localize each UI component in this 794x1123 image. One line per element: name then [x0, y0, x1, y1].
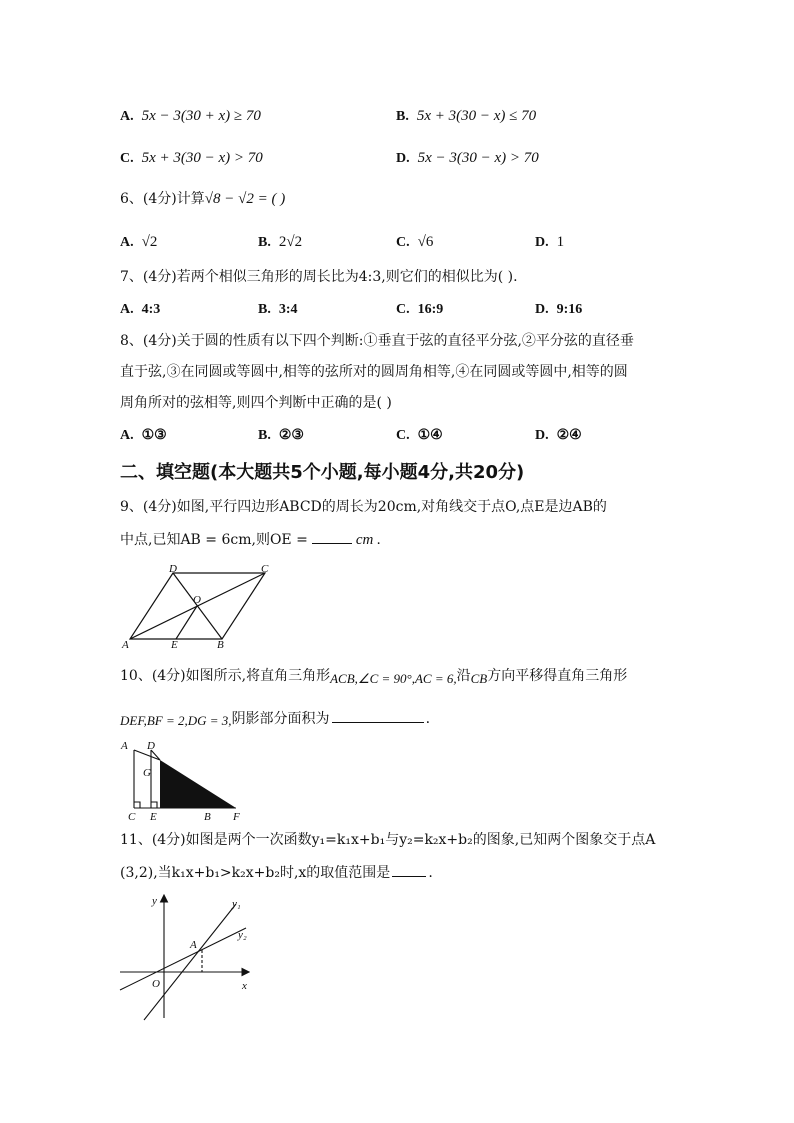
option-value: ②③: [278, 428, 304, 443]
answer-blank[interactable]: [392, 862, 426, 877]
label-a: A: [190, 939, 197, 951]
q6-expression: √8 − √2 = ( ): [204, 191, 286, 207]
line-y1: [144, 904, 236, 1020]
q9-unit: cm .: [355, 532, 381, 548]
q7-option-b: [258, 299, 306, 320]
q6-option-a: [120, 232, 157, 253]
q7-option-d: [535, 299, 590, 320]
option-value: ②④: [556, 428, 582, 443]
q8-option-a: [120, 425, 175, 446]
q6-option-d: [535, 232, 564, 253]
label-f: F: [233, 811, 240, 823]
right-angle-c: [134, 802, 140, 808]
option-label: A.: [120, 235, 134, 250]
label-d: D: [147, 740, 155, 752]
q8-option-c: [396, 425, 451, 446]
q5-option-b: [396, 106, 536, 127]
label-a: A: [121, 740, 128, 752]
label-g: G: [143, 767, 151, 779]
q7-stem: 7、(4分)若两个相似三角形的周长比为4:3,则它们的相似比为( ).: [120, 269, 518, 285]
q11-line-2: [120, 862, 433, 883]
option-label: B.: [258, 235, 271, 250]
q9-parallelogram-figure: [120, 562, 280, 650]
label-a: A: [122, 639, 129, 650]
q6-prefix: 6、(4分)计算: [120, 191, 205, 207]
option-value: ①④: [417, 428, 443, 443]
answer-blank[interactable]: [332, 708, 424, 723]
q6-option-c: [396, 232, 433, 253]
label-y2: y₂: [238, 929, 247, 941]
q10-triangle-figure: [118, 738, 248, 824]
label-d: D: [169, 563, 177, 575]
q9-line-2-text: 中点,已知AB = 6cm,则OE =: [120, 532, 308, 548]
q6-option-b: [258, 232, 302, 253]
q11-period: .: [428, 865, 433, 881]
option-value: ①③: [141, 428, 167, 443]
right-angle-e: [151, 802, 157, 808]
q8-line-3: 周角所对的弦相等,则四个判断中正确的是( ): [120, 395, 392, 411]
label-x: x: [242, 980, 247, 992]
option-expression: 5x − 3(30 − x) > 70: [417, 150, 539, 166]
label-b: B: [217, 639, 224, 650]
option-value: √2: [141, 234, 158, 250]
q10-given: DEF,BF = 2,DG = 3,: [120, 713, 232, 728]
label-e: E: [171, 639, 178, 650]
q10-direction: CB: [470, 671, 488, 686]
option-label: D.: [535, 302, 549, 317]
q6-stem: [120, 189, 285, 209]
option-label: B.: [396, 109, 409, 124]
answer-blank[interactable]: [312, 529, 352, 544]
option-value: 1: [556, 234, 565, 250]
option-value: 9:16: [556, 302, 583, 317]
q7-option-c: [396, 299, 451, 320]
q10-question: 阴影部分面积为: [231, 711, 330, 727]
label-y: y: [152, 895, 157, 907]
option-expression: 5x + 3(30 − x) ≤ 70: [416, 108, 537, 124]
option-label: B.: [258, 302, 271, 317]
q8-option-d: [535, 425, 590, 446]
option-value: 4:3: [141, 302, 161, 317]
option-label: A.: [120, 109, 134, 124]
option-label: A.: [120, 302, 134, 317]
shaded-region: [160, 760, 236, 808]
option-value: √6: [417, 234, 434, 250]
label-o: O: [193, 594, 201, 606]
q8-line-2: 直于弦,③在同圆或等圆中,相等的弦所对的圆周角相等,④在同圆或等圆中,相等的圆: [120, 364, 628, 380]
q10-period: .: [425, 711, 431, 727]
q9-line-2: [120, 529, 381, 550]
q11-question: (3,2),当k₁x+b₁>k₂x+b₂时,x的取值范围是: [120, 865, 391, 881]
q11-graph-figure: [116, 890, 266, 1025]
line-y2: [120, 928, 246, 990]
label-e: E: [150, 811, 157, 823]
q5-option-a: [120, 106, 261, 127]
label-y1: y₁: [232, 898, 241, 910]
option-label: D.: [535, 235, 549, 250]
q11-line-1: 11、(4分)如图是两个一次函数y₁=k₁x+b₁与y₂=k₂x+b₂的图象,已知两个图象交于点A: [120, 832, 656, 848]
label-c: C: [128, 811, 136, 823]
label-o: O: [152, 978, 160, 990]
q8-option-b: [258, 425, 312, 446]
option-label: C.: [120, 151, 134, 166]
label-c: C: [261, 563, 269, 575]
option-value: 16:9: [417, 302, 444, 317]
option-label: A.: [120, 428, 134, 443]
option-label: C.: [396, 428, 410, 443]
diagonal-bd: [173, 573, 222, 639]
option-label: D.: [396, 151, 410, 166]
q8-line-1: 8、(4分)关于圆的性质有以下四个判断:①垂直于弦的直径平分弦,②平分弦的直径垂: [120, 333, 634, 349]
section-heading: 二、填空题(本大题共5个小题,每小题4分,共20分): [120, 462, 525, 483]
option-value: 2√2: [278, 234, 303, 250]
option-label: B.: [258, 428, 271, 443]
q7-option-a: [120, 299, 168, 320]
q10-text-along: 沿: [456, 668, 471, 684]
q10-text: 10、(4分)如图所示,将直角三角形: [120, 668, 331, 684]
q10-line-1: [120, 666, 627, 689]
option-label: C.: [396, 235, 410, 250]
option-expression: 5x + 3(30 − x) > 70: [141, 150, 263, 166]
q10-line-2: [120, 708, 430, 731]
q5-option-d: [396, 148, 539, 169]
option-label: C.: [396, 302, 410, 317]
option-label: D.: [535, 428, 549, 443]
q10-text-tail: 方向平移得直角三角形: [487, 668, 628, 684]
q9-line-1: 9、(4分)如图,平行四边形ABCD的周长为20cm,对角线交于点O,点E是边AB的: [120, 499, 607, 515]
option-expression: 5x − 3(30 + x) ≥ 70: [141, 108, 261, 124]
label-b: B: [204, 811, 211, 823]
option-value: 3:4: [278, 302, 298, 317]
q5-option-c: [120, 148, 263, 169]
q10-condition: ACB,∠C = 90°,AC = 6,: [330, 671, 457, 686]
